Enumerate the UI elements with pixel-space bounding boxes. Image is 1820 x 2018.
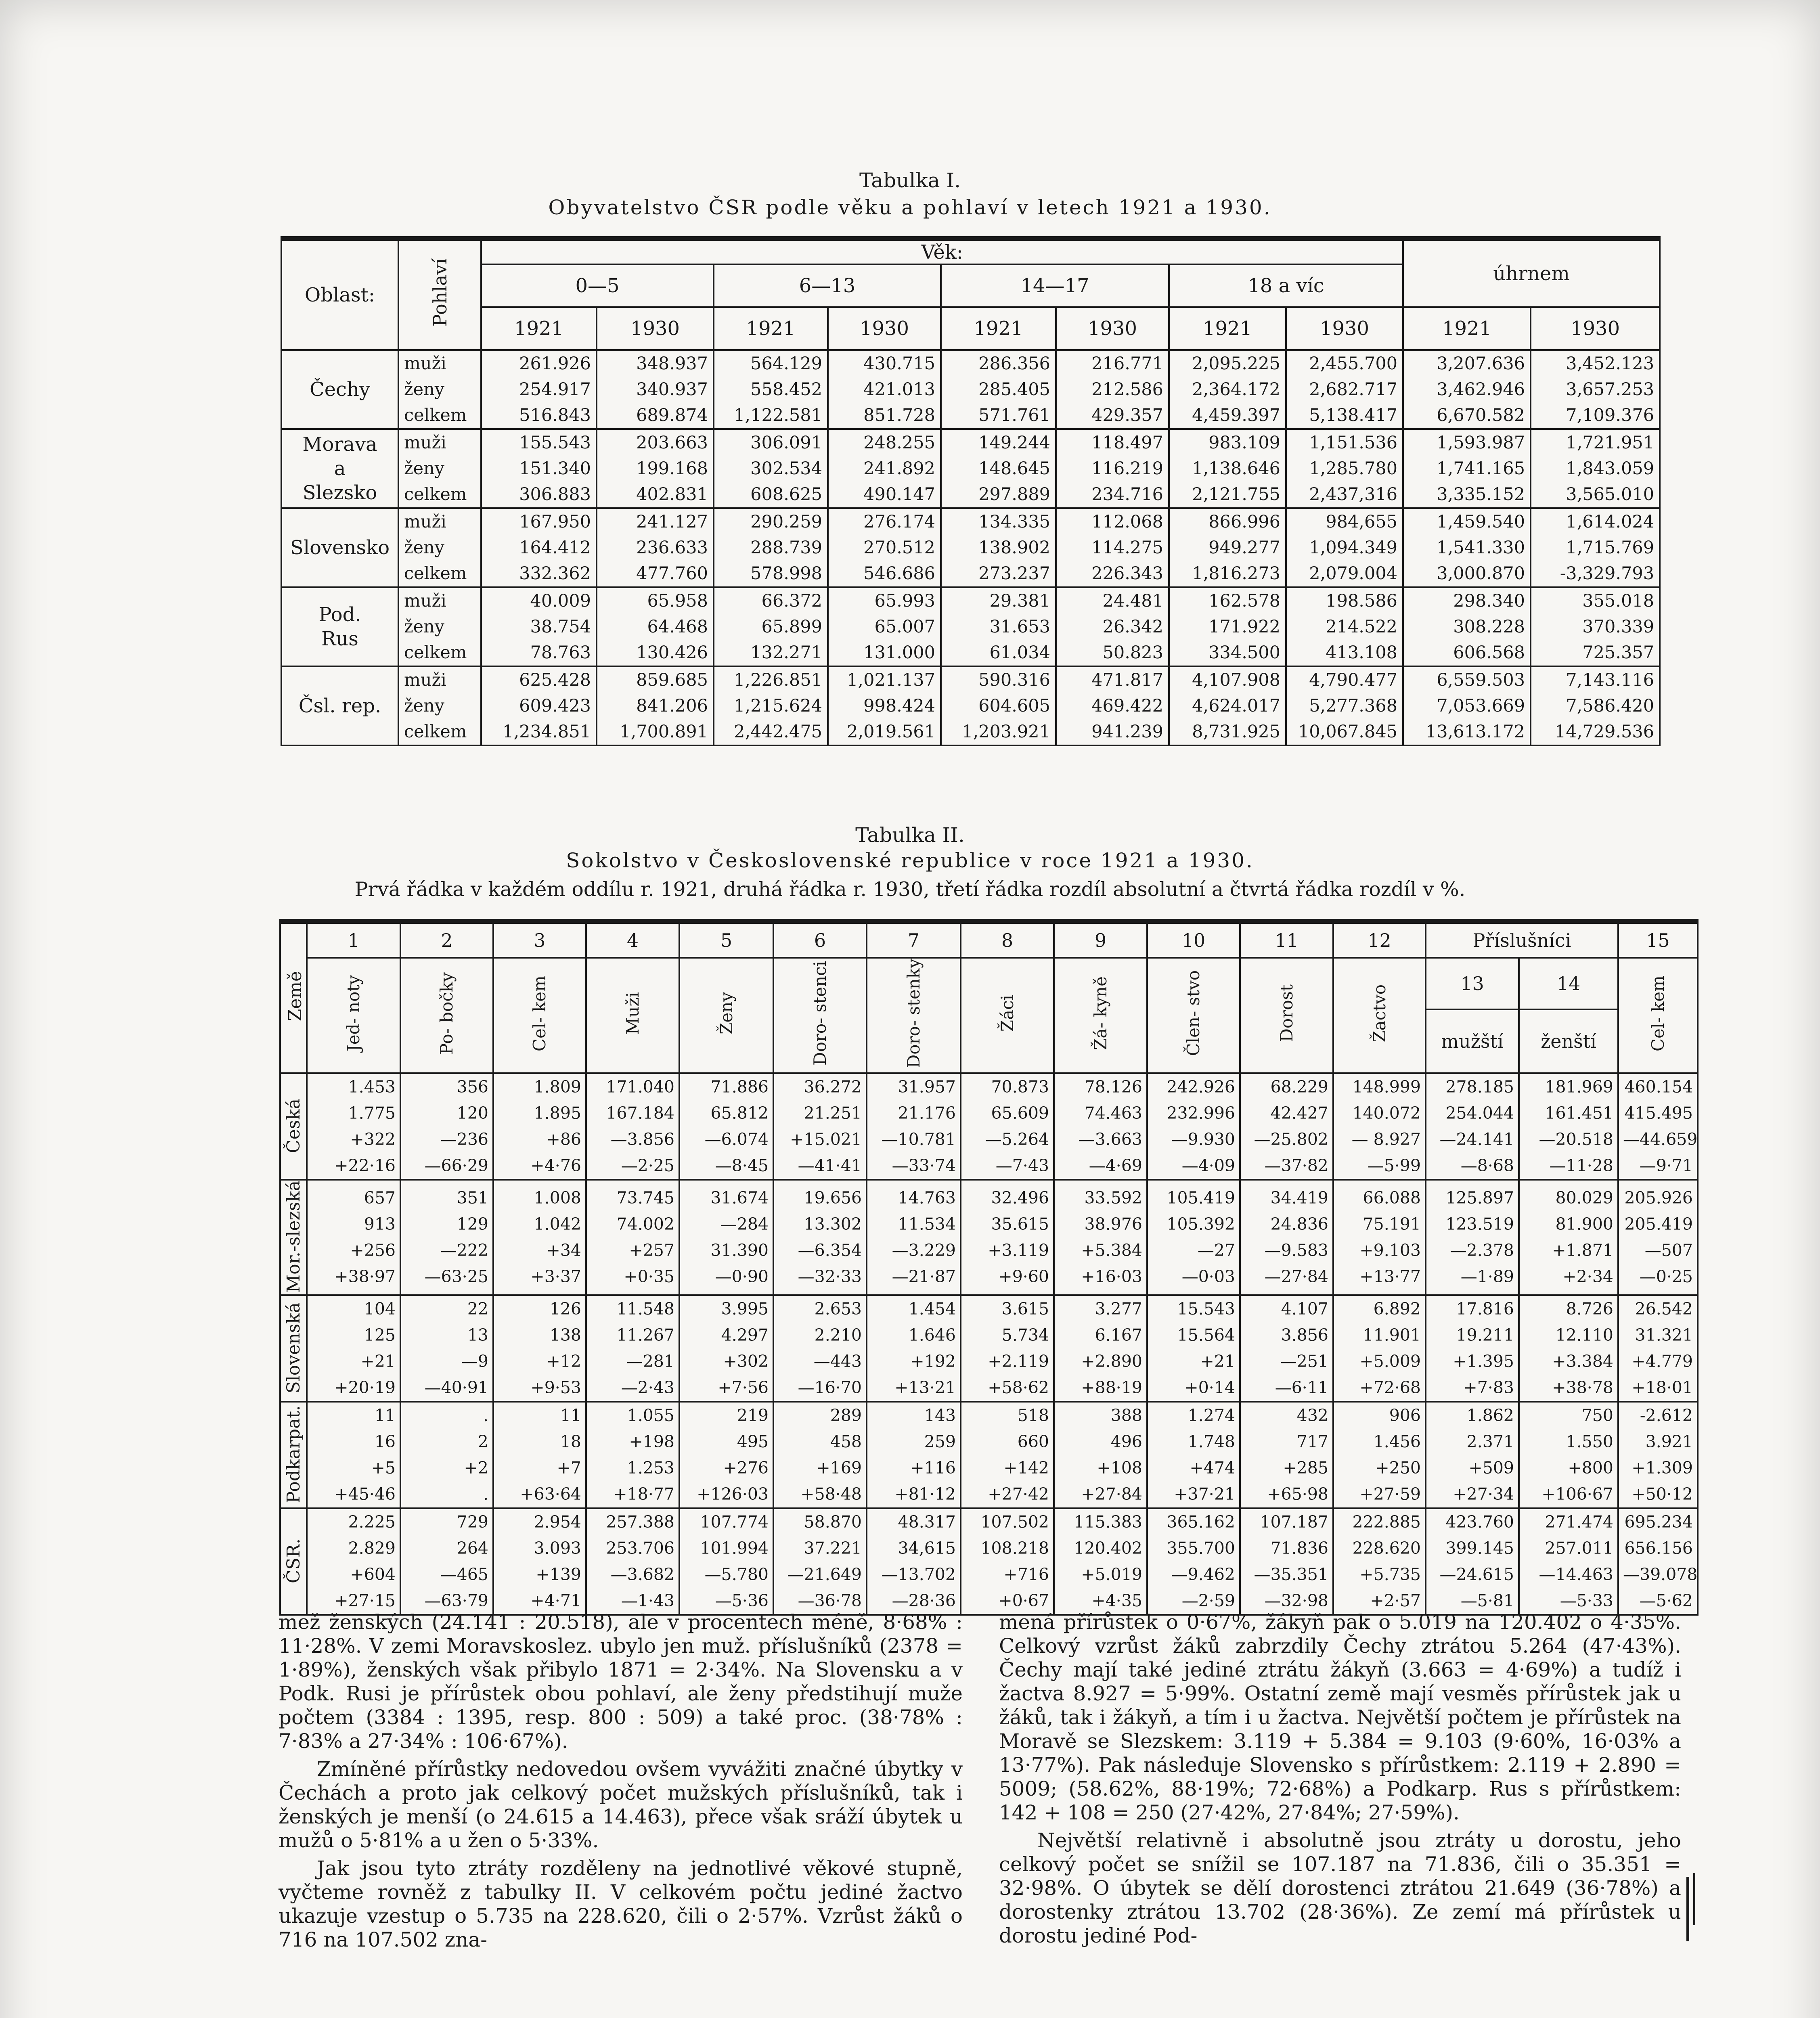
region-name: Čsl. rep. (281, 666, 398, 745)
header-year: 1921 (714, 307, 828, 350)
value-cell: 26.542 31.321 +4.779 +18·01 (1618, 1295, 1698, 1402)
header-year: 1921 (1169, 307, 1286, 350)
column-name-text: Ženy (716, 992, 736, 1035)
value-cell: -2.612 3.921 +1.309 +50·12 (1618, 1402, 1698, 1508)
value-cell: 430.715 421.013 851.728 (828, 350, 941, 429)
column-name-text: Člen- stvo (1183, 970, 1203, 1056)
header-year: 1930 (828, 307, 941, 350)
value-cell: 1.055 +198 1.253 +18·77 (586, 1402, 679, 1508)
value-cell: 1.453 1.775 +322 +22·16 (307, 1073, 400, 1180)
value-cell: 115.383 120.402 +5.019 +4·35 (1054, 1508, 1147, 1615)
value-cell: 48.317 34,615 —13.702 —28·36 (867, 1508, 961, 1615)
header-age-18: 18 a víc (1169, 264, 1403, 307)
value-cell: 125.897 123.519 —2.378 —1·89 (1426, 1180, 1519, 1295)
region-row (281, 666, 1660, 745)
value-cell: 73.745 74.002 +257 +0·35 (586, 1180, 679, 1295)
value-cell: 1,614.024 1,715.769 -3,329.793 (1531, 508, 1660, 587)
value-cell: 112.068 114.275 226.343 (1056, 508, 1169, 587)
value-cell: 148.999 140.072 — 8.927 —5·99 (1333, 1073, 1426, 1180)
column-name-text: Doro- stenky (903, 959, 924, 1068)
region-row (281, 350, 1660, 429)
value-cell: 306.091 302.534 608.625 (714, 429, 828, 508)
header-prislusnici: Příslušníci (1426, 921, 1618, 958)
column-number: 6 (773, 921, 867, 958)
value-cell: 15.543 15.564 +21 +0·14 (1147, 1295, 1240, 1402)
table2 (279, 919, 1699, 1616)
table2-label: Tabulka II. (855, 823, 965, 847)
value-cell: 695.234 656.156 —39.078 —5·62 (1618, 1508, 1698, 1615)
value-cell: 3,452.123 3,657.253 7,109.376 (1531, 350, 1660, 429)
sex-labels: muži ženy celkem (398, 587, 481, 666)
header-oblast: Oblast: (281, 239, 398, 350)
value-cell: 625.428 609.423 1,234.851 (481, 666, 597, 745)
table1 (281, 236, 1661, 746)
value-cell: 1,593.987 1,741.165 3,335.152 (1403, 429, 1531, 508)
region-name: Slovensko (281, 508, 398, 587)
value-cell: 7,143.116 7,586.420 14,729.536 (1531, 666, 1660, 745)
value-cell: 149.244 148.645 297.889 (941, 429, 1056, 508)
value-cell: 866.996 949.277 1,816.273 (1169, 508, 1286, 587)
value-cell: 471.817 469.422 941.239 (1056, 666, 1169, 745)
value-cell: 70.873 65.609 —5.264 —7·43 (961, 1073, 1054, 1180)
value-cell: 518 660 +142 +27·42 (961, 1402, 1054, 1508)
value-cell: 105.419 105.392 —27 —0·03 (1147, 1180, 1240, 1295)
column-number: 4 (586, 921, 679, 958)
value-cell: 118.497 116.219 234.716 (1056, 429, 1169, 508)
value-cell: 276.174 270.512 546.686 (828, 508, 941, 587)
header-pohlavi-text: Pohlaví (429, 258, 451, 327)
value-cell: 271.474 257.011 —14.463 —5·33 (1519, 1508, 1618, 1615)
value-cell: 216.771 212.586 429.357 (1056, 350, 1169, 429)
region-row (281, 429, 1660, 508)
value-cell: 32.496 35.615 +3.119 +9·60 (961, 1180, 1054, 1295)
header-year: 1921 (941, 307, 1056, 350)
value-cell: 590.316 604.605 1,203.921 (941, 666, 1056, 745)
value-cell: 4,790.477 5,277.368 10,067.845 (1286, 666, 1403, 745)
column-number: 3 (493, 921, 586, 958)
value-cell: 729 264 —465 —63·79 (400, 1508, 493, 1615)
column-name-text: Žáci (997, 995, 1017, 1032)
column-name (307, 958, 400, 1073)
region-row (280, 1508, 1698, 1615)
value-cell: 388 496 +108 +27·84 (1054, 1402, 1147, 1508)
value-cell: 222.885 228.620 +5.735 +2·57 (1333, 1508, 1426, 1615)
value-cell: 261.926 254.917 516.843 (481, 350, 597, 429)
column-number: 7 (867, 921, 961, 958)
value-cell: 65.958 64.468 130.426 (597, 587, 714, 666)
region-row (281, 508, 1660, 587)
value-cell: 289 458 +169 +58·48 (773, 1402, 867, 1508)
value-cell: 906 1.456 +250 +27·59 (1333, 1402, 1426, 1508)
value-cell: 750 1.550 +800 +106·67 (1519, 1402, 1618, 1508)
region-name-text: Mor.-slezská (283, 1181, 304, 1293)
value-cell: 4,107.908 4,624.017 8,731.925 (1169, 666, 1286, 745)
column-name (867, 958, 961, 1073)
column-number: 8 (961, 921, 1054, 958)
column-number: 2 (400, 921, 493, 958)
value-cell: 2.225 2.829 +604 +27·15 (307, 1508, 400, 1615)
value-cell: 1,721.951 1,843.059 3,565.010 (1531, 429, 1660, 508)
value-cell: 36.272 21.251 +15.021 —41·41 (773, 1073, 867, 1180)
header-age-0-5: 0—5 (481, 264, 714, 307)
margin-mark (1686, 1877, 1689, 1941)
paragraph: Jak jsou tyto ztráty rozděleny na jednotlivé věkové stupně, vyčteme rovněž z tabulky II. V celkovém počtu jediné žactvo ukazuje vzestup o 5.735 na 228.620, čili o 2·57%. Vzrůst žáků o 716 na 107.502 zna- (279, 1857, 963, 1951)
value-cell: 107.774 101.994 —5.780 —5·36 (679, 1508, 773, 1615)
value-cell: 143 259 +116 +81·12 (867, 1402, 961, 1508)
value-cell: 22 13 —9 —40·91 (400, 1295, 493, 1402)
value-cell: 432 717 +285 +65·98 (1240, 1402, 1333, 1508)
margin-mark (1693, 1873, 1695, 1925)
paragraph: mež ženských (24.141 : 20.518), ale v procentech méně, 8·68% : 11·28%. V zemi Moravskoslez. ubylo jen muž. příslušníků (2378 = 1·89%), ženských však přibylo 1871 = 2·34%. Na Slovensku a v Podk. Rusi je přírůstek obou pohlaví, ale ženy předstihují muže počtem (3384 : 1395, resp. 800 : 509) a také proc. (38·78% : 7·83% a 27·34% : 106·67%). (279, 1610, 963, 1753)
column-name (1618, 958, 1698, 1073)
value-cell: . 2 +2 . (400, 1402, 493, 1508)
column-name (773, 958, 867, 1073)
column-number: 14 (1519, 958, 1618, 1009)
column-name-text: Cel- kem (1648, 975, 1668, 1051)
value-cell: 1,226.851 1,215.624 2,442.475 (714, 666, 828, 745)
value-cell: 68.229 42.427 —25.802 —37·82 (1240, 1073, 1333, 1180)
value-cell: 40.009 38.754 78.763 (481, 587, 597, 666)
value-cell: 203.663 199.168 402.831 (597, 429, 714, 508)
column-number: 9 (1054, 921, 1147, 958)
value-cell: 11.548 11.267 —281 —2·43 (586, 1295, 679, 1402)
value-cell: 242.926 232.996 —9.930 —4·09 (1147, 1073, 1240, 1180)
region-name-text: Podkarpat. (283, 1405, 304, 1503)
value-cell: 241.127 236.633 477.760 (597, 508, 714, 587)
region-name (280, 1073, 307, 1180)
region-name (280, 1180, 307, 1295)
value-cell: 3.277 6.167 +2.890 +88·19 (1054, 1295, 1147, 1402)
value-cell: 2.653 2.210 —443 —16·70 (773, 1295, 867, 1402)
value-cell: 162.578 171.922 334.500 (1169, 587, 1286, 666)
value-cell: 65.993 65.007 131.000 (828, 587, 941, 666)
paragraph: Zmíněné přírůstky nedovedou ovšem vyvážiti značné úbytky v Čechách a proto jak celkový počet mužských příslušníků, tak i ženských je menší (o 24.615 a 14.463), přece však sráží úbytek u mužů o 5·81% a u žen o 5·33%. (279, 1757, 963, 1852)
column-name (1333, 958, 1426, 1073)
value-cell: 219 495 +276 +126·03 (679, 1402, 773, 1508)
value-cell: 167.950 164.412 332.362 (481, 508, 597, 587)
header-zensti: ženští (1519, 1009, 1618, 1073)
value-cell: 24.481 26.342 50.823 (1056, 587, 1169, 666)
value-cell: 460.154 415.495 —44.659 —9·71 (1618, 1073, 1698, 1180)
value-cell: 984,655 1,094.349 2,079.004 (1286, 508, 1403, 587)
value-cell: 58.870 37.221 —21.649 —36·78 (773, 1508, 867, 1615)
value-cell: 14.763 11.534 —3.229 —21·87 (867, 1180, 961, 1295)
region-name: Morava a Slezsko (281, 429, 398, 508)
column-number: 5 (679, 921, 773, 958)
column-number: 12 (1333, 921, 1426, 958)
header-year: 1921 (1403, 307, 1531, 350)
column-name-text: Jed- noty (343, 975, 363, 1052)
header-muzsti: mužští (1426, 1009, 1519, 1073)
value-cell: 423.760 399.145 —24.615 —5·81 (1426, 1508, 1519, 1615)
value-cell: 257.388 253.706 —3.682 —1·43 (586, 1508, 679, 1615)
column-name (400, 958, 493, 1073)
body-column-left (279, 1610, 963, 1952)
value-cell: 355.018 370.339 725.357 (1531, 587, 1660, 666)
table2-subtitle: Prvá řádka v každém oddílu r. 1921, druhá řádka r. 1930, třetí řádka rozdíl absolutní a čtvrtá řádka rozdíl v %. (354, 878, 1466, 901)
value-cell: 198.586 214.522 413.108 (1286, 587, 1403, 666)
value-cell: 4.107 3.856 —251 —6·11 (1240, 1295, 1333, 1402)
value-cell: 2,095.225 2,364.172 4,459.397 (1169, 350, 1286, 429)
sex-labels: muži ženy celkem (398, 508, 481, 587)
value-cell: 107.187 71.836 —35.351 —32·98 (1240, 1508, 1333, 1615)
value-cell: 1.274 1.748 +474 +37·21 (1147, 1402, 1240, 1508)
column-number: 13 (1426, 958, 1519, 1009)
header-year: 1930 (1531, 307, 1660, 350)
value-cell: 66.372 65.899 132.271 (714, 587, 828, 666)
value-cell: 298.340 308.228 606.568 (1403, 587, 1531, 666)
column-name-text: Cel- kem (530, 975, 549, 1051)
header-age-14-17: 14—17 (941, 264, 1169, 307)
value-cell: 19.656 13.302 —6.354 —32·33 (773, 1180, 867, 1295)
value-cell: 134.335 138.902 273.237 (941, 508, 1056, 587)
region-name (280, 1402, 307, 1508)
value-cell: 348.937 340.937 689.874 (597, 350, 714, 429)
value-cell: 31.957 21.176 —10.781 —33·74 (867, 1073, 961, 1180)
column-name (493, 958, 586, 1073)
paragraph: Největší relativně i absolutně jsou ztráty u dorostu, jeho celkový počet se snížil se 107.187 na 71.836, čili o 35.351 = 32·98%. O úbytek se dělí dorostenci ztrátou 21.649 (36·78%) a dorostenky ztrátou 13.702 (28·36%). Ze zemí má přírůstek u dorostu jediné Pod- (999, 1829, 1681, 1947)
table1-label: Tabulka I. (859, 169, 961, 192)
value-cell: 1,151.536 1,285.780 2,437,316 (1286, 429, 1403, 508)
value-cell: 3.615 5.734 +2.119 +58·62 (961, 1295, 1054, 1402)
value-cell: 31.674 —284 31.390 —0·90 (679, 1180, 773, 1295)
value-cell: 248.255 241.892 490.147 (828, 429, 941, 508)
region-row (280, 1295, 1698, 1402)
value-cell: 3.995 4.297 +302 +7·56 (679, 1295, 773, 1402)
paragraph: mená přírůstek o 0·67%, žákyň pak o 5.019 na 120.402 o 4·35%. Celkový vzrůst žáků zabrzdily Čechy ztrátou 5.264 (47·43%). Čechy mají také jediné ztrátu žákyň (3.663 = 4·69%) a tudíž i žactva 8.927 = 5·99%. Ostatní země mají vesměs přírůstek jak u žáků, tak i žákyň, a tím i u žactva. Největší počtem je přírůstek na Moravě se Slezskem: 3.119 + 5.384 = 9.103 (9·60%, 16·03% a 13·77%). Pak následuje Slovensko s přírůstkem: 2.119 + 2.890 = 5009; (58.62%, 88·19%; 72·68%) a Podkarp. Rus s přírůstkem: 142 + 108 = 250 (27·42%, 27·84%; 27·59%). (999, 1610, 1681, 1824)
sex-labels: muži ženy celkem (398, 350, 481, 429)
value-cell: 1,021.137 998.424 2,019.561 (828, 666, 941, 745)
value-cell: 983.109 1,138.646 2,121.755 (1169, 429, 1286, 508)
sex-labels: muži ženy celkem (398, 429, 481, 508)
column-name (1240, 958, 1333, 1073)
header-year: 1930 (1286, 307, 1403, 350)
column-name-text: Muži (622, 992, 643, 1035)
sex-labels: muži ženy celkem (398, 666, 481, 745)
region-name: Čechy (281, 350, 398, 429)
column-name (1147, 958, 1240, 1073)
region-name-text: ČSR. (283, 1538, 304, 1583)
value-cell: 859.685 841.206 1,700.891 (597, 666, 714, 745)
value-cell: 6.892 11.901 +5.009 +72·68 (1333, 1295, 1426, 1402)
column-name (586, 958, 679, 1073)
value-cell: 2.954 3.093 +139 +4·71 (493, 1508, 586, 1615)
column-name-text: Žactvo (1369, 984, 1389, 1042)
value-cell: 78.126 74.463 —3.663 —4·69 (1054, 1073, 1147, 1180)
value-cell: 126 138 +12 +9·53 (493, 1295, 586, 1402)
value-cell: 290.259 288.739 578.998 (714, 508, 828, 587)
value-cell: 351 129 —222 —63·25 (400, 1180, 493, 1295)
value-cell: 107.502 108.218 +716 +0·67 (961, 1508, 1054, 1615)
header-year: 1930 (1056, 307, 1169, 350)
body-column-right (999, 1610, 1681, 1948)
value-cell: 1.008 1.042 +34 +3·37 (493, 1180, 586, 1295)
value-cell: 11 16 +5 +45·46 (307, 1402, 400, 1508)
region-name (280, 1508, 307, 1615)
value-cell: 205.926 205.419 —507 —0·25 (1618, 1180, 1698, 1295)
value-cell: 171.040 167.184 —3.856 —2·25 (586, 1073, 679, 1180)
header-vek: Věk: (481, 239, 1403, 264)
header-zeme (280, 921, 307, 1073)
value-cell: 80.029 81.900 +1.871 +2·34 (1519, 1180, 1618, 1295)
region-name-text: Slovenská (283, 1302, 304, 1394)
value-cell: 356 120 —236 —66·29 (400, 1073, 493, 1180)
value-cell: 1.862 2.371 +509 +27·34 (1426, 1402, 1519, 1508)
header-uhrnem: úhrnem (1403, 239, 1660, 307)
region-name-text: Česká (283, 1098, 304, 1153)
column-name (679, 958, 773, 1073)
header-zeme-text: Země (285, 971, 306, 1021)
value-cell: 66.088 75.191 +9.103 +13·77 (1333, 1180, 1426, 1295)
column-number: 1 (307, 921, 400, 958)
value-cell: 3,207.636 3,462.946 6,670.582 (1403, 350, 1531, 429)
header-age-6-13: 6—13 (714, 264, 941, 307)
region-name: Pod. Rus (281, 587, 398, 666)
value-cell: 657 913 +256 +38·97 (307, 1180, 400, 1295)
column-name-text: Doro- stenci (810, 961, 830, 1066)
value-cell: 286.356 285.405 571.761 (941, 350, 1056, 429)
table2-title: Sokolstvo v Československé republice v roce 1921 a 1930. (566, 849, 1254, 872)
value-cell: 6,559.503 7,053.669 13,613.172 (1403, 666, 1531, 745)
header-year: 1930 (597, 307, 714, 350)
column-number: 15 (1618, 921, 1698, 958)
region-row (280, 1402, 1698, 1508)
value-cell: 1,459.540 1,541.330 3,000.870 (1403, 508, 1531, 587)
value-cell: 17.816 19.211 +1.395 +7·83 (1426, 1295, 1519, 1402)
column-number: 10 (1147, 921, 1240, 958)
column-name (1054, 958, 1147, 1073)
region-name (280, 1295, 307, 1402)
value-cell: 1.454 1.646 +192 +13·21 (867, 1295, 961, 1402)
value-cell: 155.543 151.340 306.883 (481, 429, 597, 508)
value-cell: 11 18 +7 +63·64 (493, 1402, 586, 1508)
value-cell: 181.969 161.451 —20.518 —11·28 (1519, 1073, 1618, 1180)
value-cell: 2,455.700 2,682.717 5,138.417 (1286, 350, 1403, 429)
value-cell: 365.162 355.700 —9.462 —2·59 (1147, 1508, 1240, 1615)
column-name-text: Žá- kyně (1090, 976, 1110, 1051)
region-row (280, 1073, 1698, 1180)
value-cell: 29.381 31.653 61.034 (941, 587, 1056, 666)
value-cell: 71.886 65.812 —6.074 —8·45 (679, 1073, 773, 1180)
column-name-text: Dorost (1276, 984, 1296, 1042)
value-cell: 8.726 12.110 +3.384 +38·78 (1519, 1295, 1618, 1402)
column-name-text: Po- bočky (437, 972, 457, 1055)
header-year: 1921 (481, 307, 597, 350)
table1-title: Obyvatelstvo ČSR podle věku a pohlaví v letech 1921 a 1930. (548, 196, 1272, 219)
value-cell: 1.809 1.895 +86 +4·76 (493, 1073, 586, 1180)
value-cell: 33.592 38.976 +5.384 +16·03 (1054, 1180, 1147, 1295)
column-number: 11 (1240, 921, 1333, 958)
value-cell: 278.185 254.044 —24.141 —8·68 (1426, 1073, 1519, 1180)
column-name (961, 958, 1054, 1073)
value-cell: 104 125 +21 +20·19 (307, 1295, 400, 1402)
region-row (281, 587, 1660, 666)
region-row (280, 1180, 1698, 1295)
value-cell: 34.419 24.836 —9.583 —27·84 (1240, 1180, 1333, 1295)
value-cell: 564.129 558.452 1,122.581 (714, 350, 828, 429)
header-pohlavi (398, 239, 481, 350)
